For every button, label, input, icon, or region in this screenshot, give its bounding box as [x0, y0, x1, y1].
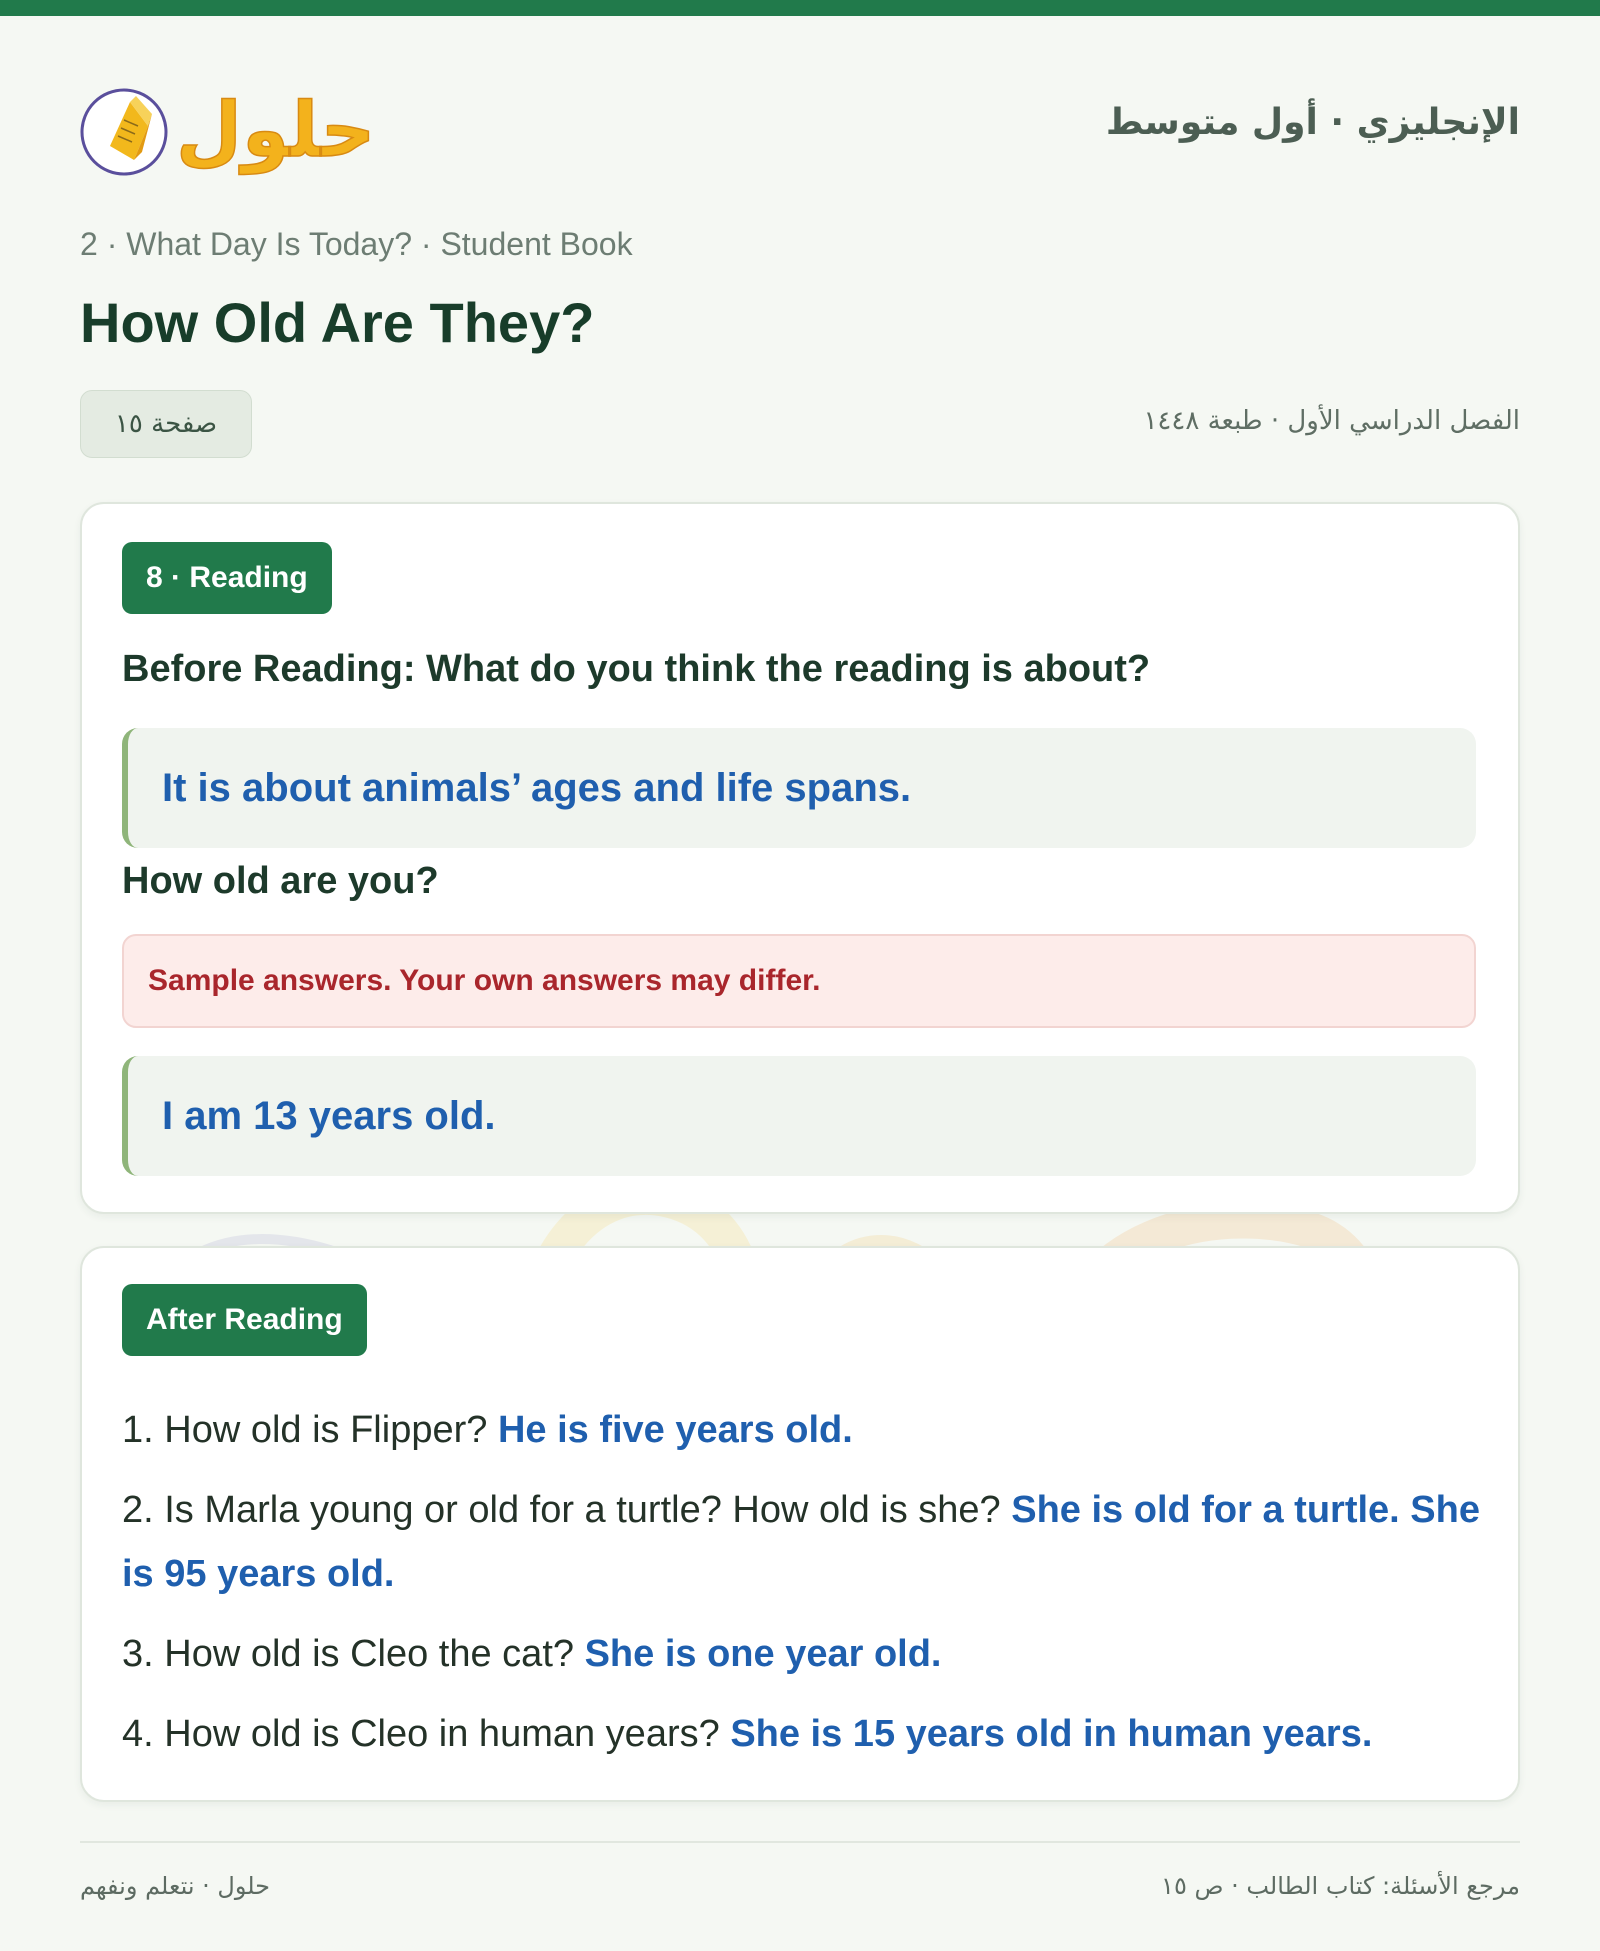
- footer-divider: [80, 1841, 1520, 1843]
- sample-answer-note: Sample answers. Your own answers may differ.: [122, 934, 1476, 1028]
- question-text: 3. How old is Cleo the cat?: [122, 1633, 575, 1675]
- footer-tagline: حلول · نتعلم ونفهم: [80, 1872, 270, 1900]
- answer-text: She is 15 years old in human years.: [730, 1713, 1373, 1755]
- after-reading-card: [80, 1246, 1520, 1802]
- age-answer: I am 13 years old.: [122, 1056, 1476, 1176]
- list-item: [122, 1398, 1492, 1462]
- svg-text:حلول: حلول: [176, 85, 376, 174]
- answer-text: He is five years old.: [497, 1409, 853, 1451]
- page-number-chip[interactable]: صفحة ١٥: [80, 390, 252, 458]
- before-reading-question: Before Reading: What do you think the reading is about?: [122, 648, 1151, 690]
- answer-text: She is one year old.: [584, 1633, 942, 1675]
- page-header: [80, 68, 1520, 178]
- reading-section-badge: 8 · Reading: [122, 542, 332, 614]
- list-item: [122, 1702, 1492, 1766]
- breadcrumb[interactable]: 2 · What Day Is Today? · Student Book: [80, 226, 633, 262]
- question-text: 4. How old is Cleo in human years?: [122, 1713, 720, 1755]
- list-item: [122, 1478, 1492, 1606]
- answer-text: She is old for a turtle. She is 95 years old.: [122, 1489, 1480, 1595]
- page-title: How Old Are They?: [80, 291, 595, 354]
- question-text: 1. How old is Flipper?: [122, 1409, 488, 1451]
- question-text: 2. Is Marla young or old for a turtle? How old is she?: [122, 1489, 1001, 1531]
- after-reading-badge: After Reading: [122, 1284, 367, 1356]
- age-question: How old are you?: [122, 860, 439, 902]
- top-accent-bar: [0, 0, 1600, 16]
- footer-reference: مرجع الأسئلة: كتاب الطالب · ص ١٥: [1161, 1872, 1520, 1900]
- edition-info: الفصل الدراسي الأول · طبعة ١٤٤٨: [1143, 406, 1520, 436]
- list-item: [122, 1622, 1492, 1686]
- reading-card: [80, 502, 1520, 1214]
- subject-title: الإنجليزي · أول متوسط: [1105, 102, 1520, 143]
- hulool-logo[interactable]: [80, 68, 380, 178]
- before-reading-answer: It is about animals’ ages and life spans.: [122, 728, 1476, 848]
